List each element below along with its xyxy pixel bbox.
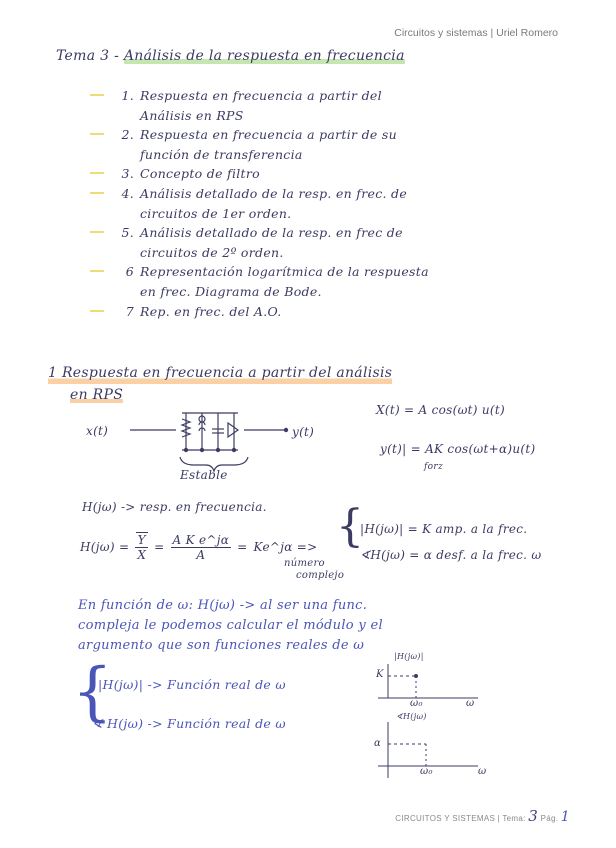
graph1-w0-label: ω₀ [410, 698, 423, 709]
frac-den: A [196, 547, 206, 562]
frac-num: A K e^jα [172, 532, 230, 547]
magnitude-function: |H(jω)| -> Función real de ω [98, 677, 286, 692]
functions-brace: { [72, 655, 114, 729]
toc-item-line [90, 184, 550, 204]
toc-item-number: 4. [121, 185, 134, 201]
toc-item-number: 5. [121, 225, 134, 241]
toc-item-number: 7 [125, 303, 134, 319]
toc-item-number: 3. [121, 166, 134, 182]
toc-item-line [90, 204, 550, 224]
toc-item-line [90, 282, 550, 302]
toc-item-text: circuitos de 2º orden. [140, 244, 284, 260]
toc-item-line [90, 86, 550, 106]
toc-item-text: Representación logarítmica de la respuesta [140, 264, 429, 280]
ke-expression: Ke^jα => [253, 540, 318, 554]
toc-item-number: 6 [125, 264, 134, 280]
input-signal-label: x(t) [86, 424, 109, 438]
toc-highlight-dash [90, 184, 104, 194]
graph1-y-label: |H(jω)| [394, 652, 424, 661]
cases [360, 516, 541, 568]
complejo-label: complejo [296, 570, 345, 581]
toc-item-text: en frec. Diagrama de Bode. [140, 283, 322, 299]
y-bar: Y [137, 533, 146, 547]
output-definition: y(t)| = AK cos(ωt+α)u(t) [380, 442, 536, 456]
toc-highlight-dash [90, 302, 104, 312]
toc-item-line [90, 302, 550, 322]
title-text: Análisis de la respuesta en frecuencia [123, 48, 405, 64]
explanation-paragraph [78, 596, 548, 656]
toc-item-text: circuitos de 1er orden. [140, 205, 292, 221]
toc-item-line [90, 145, 550, 165]
case-phase: ∢H(jω) = α desf. a la frec. ω [360, 548, 542, 562]
toc-item-text: Análisis en RPS [140, 107, 244, 123]
input-definition: X(t) = A cos(ωt) u(t) [376, 403, 505, 417]
frequency-response-definition: H(jω) -> resp. en frecuencia. [82, 500, 267, 514]
graph2-w-label: ω [478, 766, 487, 777]
toc-item-number [108, 145, 140, 165]
graph2-w0-label: ω₀ [420, 766, 433, 777]
toc-item-number: 2. [121, 127, 134, 143]
x-bar: X [137, 548, 147, 562]
table-of-contents [90, 86, 550, 321]
graph2-y-label: ∢H(jω) [396, 712, 427, 721]
toc-item-text: Concepto de filtro [140, 166, 260, 182]
toc-item-text: Análisis detallado de la resp. en frec. de [140, 185, 408, 201]
numero-complejo-note [284, 558, 344, 582]
toc-item-line [90, 164, 550, 184]
estable-label: Estable [180, 468, 228, 482]
toc-item-text: Respuesta en frecuencia a partir de su [140, 127, 397, 143]
toc-item-text: Respuesta en frecuencia a partir del [140, 88, 382, 103]
paragraph-line1: En función de ω: H(jω) -> al ser una func. [78, 598, 368, 613]
toc-item-text: función de transferencia [140, 146, 303, 162]
footer-tema-number: 3 [528, 807, 539, 825]
output-signal-label: y(t) [292, 425, 315, 439]
toc-highlight-dash [90, 223, 104, 233]
toc-item-text: Rep. en frec. del A.O. [140, 303, 282, 319]
toc-highlight-dash [90, 164, 104, 174]
toc-highlight-dash [90, 262, 104, 272]
paragraph-line2: compleja le podemos calcular el módulo y el [78, 618, 383, 633]
toc-item-number [108, 204, 140, 224]
phase-function: ∢ H(jω) -> Función real de ω [92, 716, 286, 731]
block-diagram [126, 405, 356, 485]
toc-item-line [90, 243, 550, 263]
paragraph-line3: argumento que son funciones reales de ω [78, 638, 365, 653]
section-heading [48, 362, 392, 406]
page-footer [395, 807, 570, 825]
toc-item-number [108, 282, 140, 302]
toc-highlight-dash [90, 86, 104, 96]
response-graphs [368, 654, 518, 784]
toc-item-line [90, 106, 550, 126]
toc-item-number [108, 243, 140, 263]
section-heading-line2: en RPS [70, 387, 124, 403]
case-magnitude: |H(jω)| = K amp. a la frec. [360, 522, 528, 536]
numero-label: número [284, 558, 325, 569]
footer-label: CIRCUITOS Y SISTEMAS | Tema: [395, 814, 526, 823]
title-prefix: Tema 3 - [56, 48, 124, 64]
h-lhs: H(jω) = [80, 540, 130, 554]
toc-item-number: 1. [121, 88, 134, 103]
graph1-w-label: ω [466, 698, 475, 709]
y-over-x [135, 532, 148, 562]
section-heading-line1: 1 Respuesta en frecuencia a partir del análisis [48, 362, 392, 384]
page-header: Circuitos y sistemas | Uriel Romero [394, 27, 558, 39]
toc-item-line [90, 262, 550, 282]
footer-page-number: 1 [560, 809, 570, 825]
toc-item-number [108, 106, 140, 126]
page-title [56, 48, 405, 64]
ake-over-a [171, 533, 232, 562]
forced-subscript: forz [424, 462, 443, 472]
graph1-k-label: K [376, 669, 384, 680]
transfer-expression: H(jω) = $\frac{Y}{X}$ = $\frac{\text{A K e\textasciicircum{}jα}}{A}$ = Ke^jα => [80, 532, 318, 562]
toc-item-text: Análisis detallado de la resp. en frec de [140, 225, 403, 241]
footer-pag-label: Pág. [540, 814, 559, 823]
cases-brace: { [336, 501, 365, 552]
toc-highlight-dash [90, 125, 104, 135]
toc-item-line [90, 125, 550, 145]
graph2-alpha-label: α [374, 738, 382, 749]
toc-item-line [90, 223, 550, 243]
